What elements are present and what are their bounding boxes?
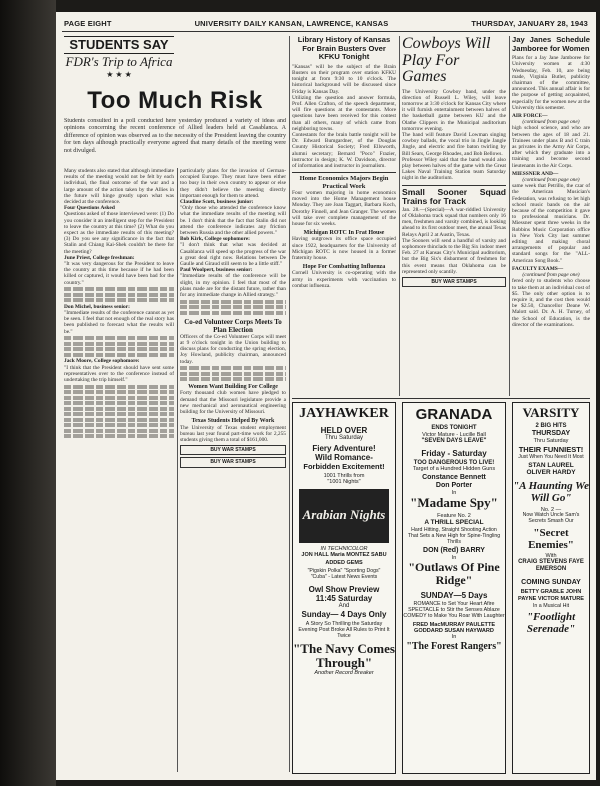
ad-line: Fiery Adventure! xyxy=(312,444,376,454)
film-title: "Footlight Serenade" xyxy=(526,611,576,636)
subhead: Four Questions Asked xyxy=(64,205,115,212)
film-title: "The Navy Comes Through" xyxy=(293,641,395,671)
para: fered only to students who choose to take them at an individual cost of $5. The only other option is to require it, and the cost then would be $2.50, Chancellor Deane W. Malott said. Dr. A. H. Turney, of the School of Education, is the director of the examinations. xyxy=(512,278,590,328)
para: Cornell University is co-operating with the army in experiments with vaccination to combat influenza. xyxy=(292,270,396,289)
page-number: PAGE EIGHT xyxy=(64,18,112,28)
para: "Immediate results of the conference will be slight, in my opinion. I feel that most of the plans made are for the distant future, rather than for any immediate change in Allied strategy." xyxy=(180,273,286,299)
ad-line: With xyxy=(545,552,557,559)
war-stamps-ad: BUY WAR STAMPS xyxy=(180,445,286,455)
ad-line: Wild Romance- xyxy=(315,453,373,463)
story-headline: Small Sooner Squad Trains for Track xyxy=(402,186,506,207)
ad-line: "Cuba" - Latest News Events xyxy=(310,573,378,580)
column-rule xyxy=(509,36,510,396)
war-stamps-ad: BUY WAR STAMPS xyxy=(402,277,506,287)
arabian-nights-artwork xyxy=(299,489,389,543)
para: Officers of the Co-ed Volunteer Corps will meet at 9 o'clock tonight in the Union building to discuss plans for conducting the spring election, Joy Howland, publicity chairman, announced today. xyxy=(180,333,286,365)
ad-line: Another Record Breaker xyxy=(314,670,374,677)
ad-line: JON HALL Maria MONTEZ SABU xyxy=(301,552,387,559)
ad-line: In a Musical Hit xyxy=(532,602,570,609)
ad-line: SUNDAY—5 Days xyxy=(420,591,488,601)
para: Plans for a Jay Jane Jamboree for University women at 4:30 Wednesday, Feb. 10, are being made, Virginia Butler, publicity chairman of the committee, announced. This annual affair is for the purpose of getting acquainted, especially for the women new at the University this semester. xyxy=(512,55,590,111)
ad-line: 1001 Thrills from xyxy=(323,473,365,480)
book-binding-edge xyxy=(0,0,56,786)
jump-head: AIR FORCE— xyxy=(512,113,548,120)
ad-line: 11:45 Saturday xyxy=(315,593,373,603)
stars-ornament: ★ ★ ★ xyxy=(106,70,132,79)
ad-line: ROMANCE to Set Your Heart Afire xyxy=(413,601,495,608)
ad-line: FRED MacMURRAY PAULETTE GODDARD SUSAN HAYWARD xyxy=(412,621,496,634)
ad-line: Don Porter xyxy=(435,481,473,489)
subhead: June Priest, College freshman: xyxy=(64,254,135,261)
continued-note: (continued from page one) xyxy=(522,272,580,279)
story-headline: Library History of Kansas For Brain Busters Over KFKU Tonight xyxy=(297,36,391,62)
theater-name: GRANADA xyxy=(415,406,493,423)
ad-line: ENDS TONIGHT xyxy=(431,425,477,432)
para: "Immediate results of the conference cannot as yet be seen. I feel that not enough of the real story has been published to forecast what the results will be." xyxy=(64,310,174,335)
column-4 xyxy=(402,36,506,396)
para: Jan. 28.—(Special)—A war-riddled University of Oklahoma track squad that numbers only 16 men, freshmen and varsity combined, is looking ahead to its first outdoor meet, the annual Texas Relays April 2 at Austin, Texas. xyxy=(402,206,506,238)
ad-line: THEIR FUNNIEST! xyxy=(518,445,584,455)
film-title: "Madame Spy" xyxy=(410,495,498,511)
ad-line: ADDED GEMS xyxy=(325,560,363,567)
lead-text: Students consulted in a poll conducted here yesterday produced a variety of ideas and opinions concerning the recent conference of Allied leaders held at Casablanca. A difference of opinion was observed as to the necessity of the President leaving the country for ten days although practically everyone agreed that many details of the meeting were not divulged. xyxy=(64,118,286,154)
para: Professor Wiley said that the band would also play between halves of the game with the Great Lakes Naval Training Station team Saturday night in the auditorium. xyxy=(402,156,506,182)
film-title: "A Haunting We Will Go" xyxy=(513,479,590,504)
ad-line: Sunday— 4 Days Only xyxy=(301,609,387,619)
deck: FDR's Trip to Africa xyxy=(65,54,173,69)
varsity-theater-ad xyxy=(512,402,590,774)
story-headline: Texas Students Helped By Work xyxy=(191,418,275,425)
para: Having outgrown its office space occupied since 1922, headquarters for the University of Michigan ROTC is now housed in a former fraternity house. xyxy=(292,236,396,262)
story-headline: Cowboys Will Play For Games xyxy=(402,36,491,85)
ad-line: Owl Show Preview xyxy=(308,584,380,594)
main-headline: Too Much Risk xyxy=(87,87,263,114)
para: Questions asked of those interviewed were: (1) Do you consider it an intelligent step for the President to leave the country at this time? (2) What do you expect as the immediate results of this meeting? (3) Do you see any significance in the fact that Stalin and Chiang Kai-Shek couldn't be there for the meeting? xyxy=(64,211,174,255)
ad-line: BETTY GRABLE JOHN PAYNE VICTOR MATURE xyxy=(518,589,584,602)
theater-name: VARSITY xyxy=(522,405,580,420)
ad-line: CRAIG STEVENS FAYE EMERSON xyxy=(518,559,584,573)
war-stamps-ad: BUY WAR STAMPS xyxy=(180,457,286,467)
column-2 xyxy=(180,168,286,772)
para: particularly plans for the invasion of German-occupied Europe. They must have been either too busy in their own country to appear or else they didn't believe the meeting directly important enough for them to attend. xyxy=(180,168,286,199)
column-rule xyxy=(289,36,290,772)
para: high school science, and who are between the ages of 18 and 21. Trainees under plans B and C train as privates in the Army Air Corps, after which they graduate into a training and become second lieutenants in the Air Corps. xyxy=(512,125,590,169)
column-5 xyxy=(512,36,590,396)
story-headline: Hope For Combatting Influenza xyxy=(302,264,386,271)
film-title: "Secret Enemies" xyxy=(528,526,574,551)
ad-line: HELD OVER xyxy=(320,426,368,436)
para: The Sooners will send a handful of varsity and sophomore thinclads to the Big Six indoor meet Feb. 27 at Kansas City's Municipal auditorium, but the Big Six's disbarment of freshmen for this event means that Oklahoma can be represented only scantily. xyxy=(402,237,506,275)
ad-line: Now Watch Uncle Sam's Secrets Smash Our xyxy=(522,512,580,524)
issue-date: THURSDAY, JANUARY 28, 1943 xyxy=(471,18,588,28)
para: Forty thousand club women have pledged to demand that the Missouri legislature provide a new mechanical and aeronautical engineering building for the University of Missouri. xyxy=(180,390,286,416)
subhead: Jack Moore, College sophomore: xyxy=(64,358,140,365)
granada-theater-ad xyxy=(402,402,506,774)
theater-name: JAYHAWKER xyxy=(299,406,389,421)
ad-line: IN TECHNICOLOR xyxy=(320,545,368,552)
ad-line: Thru Saturday xyxy=(533,437,569,444)
para: same week that Petrillo, the czar of the American Musician's Federation, was refusing to let high school music bands on the air because of the competition it gave to professional musicians. Dr. Miessner spent three weeks in the Robbins Music Corporation office in New York City last summer editing and making choral arrangements of popular and standard songs for the "ALL-American Song Book." xyxy=(512,183,590,264)
para: "I don't think that what was decided at Casablanca will speed up the progress of the war a great deal right now. Relations between De Gaulle and Giraud still seem to be a little stiff." xyxy=(180,242,286,268)
film-title: "The Forest Rangers" xyxy=(406,640,502,652)
ad-line: STAN LAUREL xyxy=(528,461,574,469)
ad-line: "Pigskin Polka" "Sporting Dogs" xyxy=(307,567,381,574)
subhead: Paul Woolpert, business senior: xyxy=(180,267,253,274)
story-headline: Co-ed Volunteer Corps Meets To Plan Election xyxy=(184,317,282,334)
para: "I think that the President should have sent some representatives over to the conference instead of undertaking the trip himself." xyxy=(64,364,174,383)
continued-note: (continued from page one) xyxy=(522,177,580,184)
ad-line: No. 2 — xyxy=(540,506,562,513)
column-1-body xyxy=(64,168,174,772)
ad-line: Hard Hitting, Straight Shooting Action That Sets a New High for Spine-Tingling Thrills xyxy=(407,526,501,545)
para: The University of Texas student employment bureau last year found part-time work for 2,255 students giving them a total of $161,000. xyxy=(180,424,286,443)
column-3 xyxy=(292,36,396,396)
ad-line: Just When You Need It Most xyxy=(518,453,584,460)
para: "Kansas" will be the subject of the Brain Busters on their program over station KFKU tonight at from 9:30 to 10 o'clock. The historical background will be discussed since Friday is Kansas Day. xyxy=(292,63,396,95)
para: "Only those who attended the conference know what the immediate results of the meeting will be. I don't think that the fact that Stalin did not attend the conference indicates any friction between Russia and the other allied powers." xyxy=(180,205,286,237)
para: The band will feature David Lowman singing cowboy ballads, the vocal trio in Jingle Jangle Jingle, and electric and fire baton twirling by Bill Sears, George Rhoades, and Bob Bellows. xyxy=(402,131,506,157)
ad-line: DON (Red) BARRY xyxy=(423,546,485,554)
story-headline: Jay Janes Schedule Jamboree for Women xyxy=(512,36,590,53)
story-headline: Women Want Building For College xyxy=(188,384,278,391)
film-title: Arabian Nights xyxy=(302,507,386,523)
ad-line: SPECTACLE to Stir the Senses Ablaze xyxy=(408,607,500,614)
para: Four women majoring in home economics moved into the Home Management house Monday. They are Joan Taggart, Barbara Koch, Dorothy Finnell, and Jean Granger. The women will take over complete management of the house for six weeks. xyxy=(292,190,396,228)
ad-line: Thru Saturday xyxy=(324,435,364,442)
ad-line: "1001 Nights" xyxy=(327,479,361,486)
page-header xyxy=(64,16,588,30)
jump-head: FACULTY EXAMS— xyxy=(512,265,564,272)
ad-line: Constance Bennett xyxy=(422,473,486,481)
continued-note: (continued from page one) xyxy=(522,119,580,126)
ad-line: A THRILL SPECIAL xyxy=(424,519,484,527)
para: The University Cowboy band, under the direction of Russell L. Wiley, will leave tomorrow at 3:30 o'clock for Kansas City where it will furnish entertainment between halves of the basketball game between KU and the Olathe Clippers in the Municipal auditorium tomorrow evening. xyxy=(402,88,506,132)
ads-rule xyxy=(292,398,590,399)
ad-line: Friday - Saturday xyxy=(421,449,487,459)
ad-line: Forbidden Excitement! xyxy=(303,461,385,471)
ad-line: In xyxy=(451,554,457,561)
ad-line: COMEDY to Make You Roar With Laughter xyxy=(403,613,505,620)
story-headline: Home Economics Majors Begin Practical Work xyxy=(292,172,396,190)
ad-line: Target of a Hundred Hidden Guns xyxy=(412,466,496,473)
kicker: STUDENTS SAY xyxy=(64,36,174,54)
ad-line: OLIVER HARDY xyxy=(526,469,576,477)
ad-line: Feature No. 2 xyxy=(437,513,471,520)
ad-line: And xyxy=(338,603,350,610)
masthead: UNIVERSITY DAILY KANSAN, LAWRENCE, KANSAS xyxy=(194,18,389,28)
newspaper-page xyxy=(56,12,596,780)
para: Utilizing the question and answer formula, Prof. Allen Crafton, of the speech department, will fire questions at the contestants. More questions have been received for this contest than all others, many of which came from neighboring towns. xyxy=(292,94,396,132)
ad-line: A Story So Thrilling the Saturday Evening Post Broke All Rules to Print It Twice xyxy=(298,621,390,640)
ad-line: TOO DANGEROUS TO LIVE! xyxy=(413,459,495,466)
subhead: Don Michel, business senior: xyxy=(64,303,130,310)
ad-line: Victor Mature - Lucille Ball xyxy=(422,432,486,439)
ad-line: In xyxy=(451,634,457,641)
para: Many students also stated that although immediate results of the meeting would not be felt by each individual, the final outcome of the war and a large amount of the action taken by the Allies in the future will hinge greatly upon what was decided at the conference. xyxy=(64,168,174,206)
column-rule xyxy=(177,168,178,772)
subhead: Claudine Scott, business junior: xyxy=(180,199,254,206)
jayhawker-theater-ad xyxy=(292,402,396,774)
ad-line: 2 BIG HITS xyxy=(535,422,567,429)
header-rule xyxy=(62,31,590,32)
story-headline: Michigan ROTC In Frat House xyxy=(303,230,385,237)
lead-paragraph xyxy=(64,118,286,166)
para: "It was very dangerous for the President to leave the country at this time because if he had been killed or captured, it would have been bad for the country." xyxy=(64,261,174,286)
jump-head: MIESSNER AND— xyxy=(512,170,559,177)
para: Contestants for the brain battle tonight will be Dr. Edward Bumgardner, of the Douglas County Historical Society; Fred Ellsworth, alumni secretary; Bernard "Poco" Frazier, instructor in design; K. W. Davidson, director of information and instructor in journalism. xyxy=(292,132,396,170)
ad-line: THURSDAY xyxy=(531,429,571,437)
ad-line: "SEVEN DAYS LEAVE" xyxy=(421,438,487,445)
column-rule xyxy=(399,36,400,396)
subhead: Bob Kirk, College sophomore: xyxy=(180,236,250,243)
film-title: "Outlaws Of Pine Ridge" xyxy=(408,560,500,588)
ad-line: In xyxy=(451,489,457,496)
ad-line: COMING SUNDAY xyxy=(521,579,581,587)
